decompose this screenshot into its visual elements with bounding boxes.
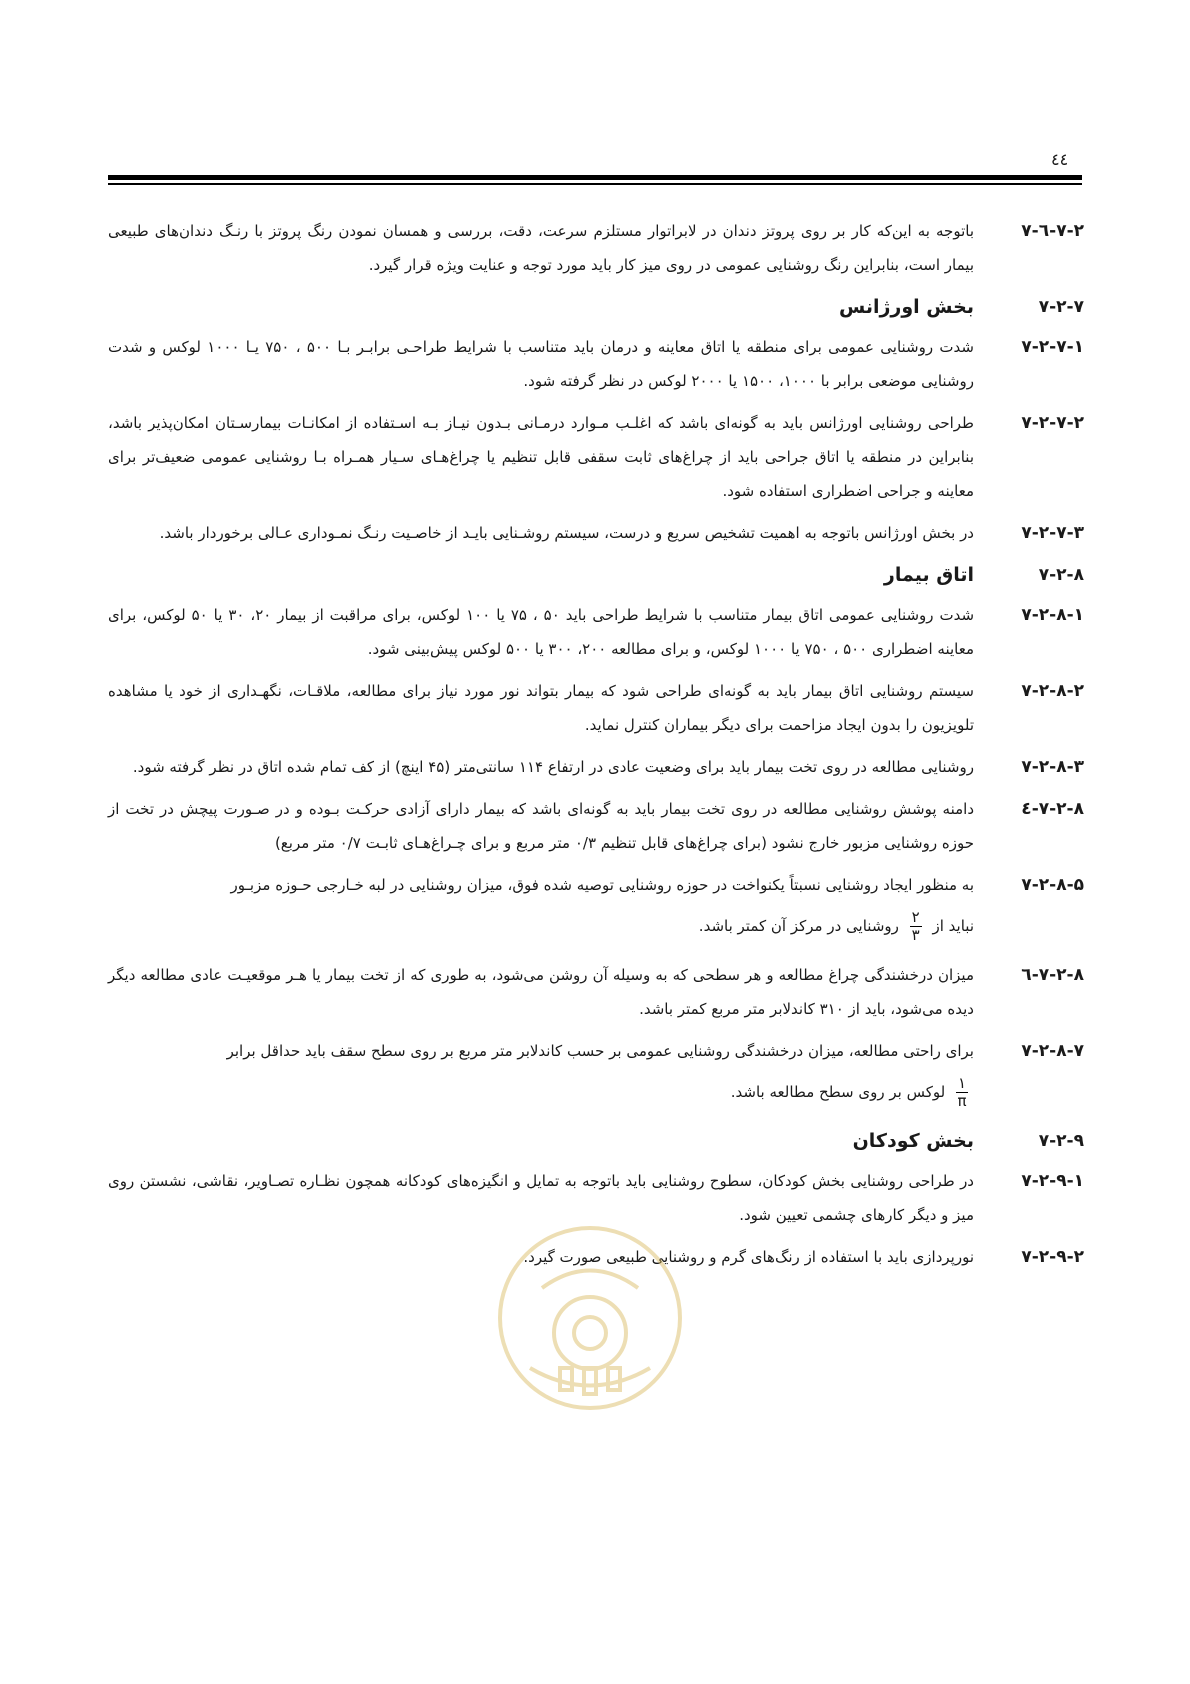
clause-number: ۷-۲-۸-۱	[1021, 605, 1084, 625]
clause-text: دامنه پوشش روشنایی مطالعه در روی تخت بیمار باید به گونه‌ای باشد که بیمار دارای آزادی حرکـت بـوده و در صـورت پیچش در تخت از حوزه روشنایی مزبور خارج نشود (برای چراغ‌های قابل تنظیم ۰/۳ متر مربع و برای چـراغ‌هـای ثابـت ۰/۷ متر مربع)	[108, 800, 974, 852]
formula-text-after: روشنایی در مرکز آن کمتر باشد.	[698, 917, 899, 935]
clause-number: ۷-۲-۸-٤	[1021, 799, 1084, 819]
clause-number: ۷-۲-۷-۳	[1021, 523, 1084, 543]
clause-7-2-8-3	[108, 750, 1084, 784]
section-title: بخش اورژانس	[838, 296, 974, 318]
formula-line	[108, 1068, 974, 1116]
formula-text-before: نباید از	[932, 917, 974, 935]
fraction-denominator: ۳	[911, 926, 920, 944]
clause-text: در بخش اورژانس باتوجه به اهمیت تشخیص سریع و درست، سیستم روشـنایی بایـد از خاصـیت رنـگ نمـوداری عـالی برخوردار باشد.	[159, 524, 974, 542]
clause-7-2-7-2	[108, 406, 1084, 508]
clause-number: ۷-۲-۸-۷	[1021, 1041, 1084, 1061]
clause-text: به منظور ایجاد روشنایی نسبتاً یکنواخت در حوزه روشنایی توصیه شده فوق، میزان روشنایی در لبه خـارجی حـوزه مزبـور	[230, 876, 974, 894]
clause-text: شدت روشنایی عمومی اتاق بیمار متناسب با شرایط طراحی باید ۵۰ ، ۷۵ یا ۱۰۰ لوکس، برای مراقبت از بیمار ۲۰، ۳۰ یا ۵۰ لوکس، برای معاینه اضطراری ۵۰۰ ، ۷۵۰ یا ۱۰۰۰ لوکس، و برای مطالعه ۲۰۰، ۳۰۰ یا ۵۰۰ لوکس پیش‌بینی شود.	[108, 606, 975, 658]
clause-7-2-8-1	[108, 598, 1084, 666]
clause-7-2-8-4	[108, 792, 1084, 860]
header-rule-thick	[108, 175, 1082, 180]
section-number: ۷-۲-۸	[1038, 565, 1084, 585]
clause-number: ۷-۲-۸-۲	[1021, 681, 1084, 701]
clause-7-2-8-2	[108, 674, 1084, 742]
clause-number: ۷-۲-۷-۲	[1021, 413, 1084, 433]
clause-text: برای راحتی مطالعه، میزان درخشندگی روشنایی عمومی بر حسب کاندلابر متر مربع بر روی سطح سقف باید حداقل برابر	[226, 1042, 974, 1060]
clause-number: ۷-۲-۹-۱	[1021, 1171, 1084, 1191]
clause-7-2-7-3	[108, 516, 1084, 550]
clause-text: میزان درخشندگی چراغ مطالعه و هر سطحی که به وسیله آن روشن می‌شود، به طوری که از تخت بیمار یا هـر موقعیـت عادی مطالعه دیگر دیده می‌شود، باید از ۳۱۰ کاندلابر متر مربع کمتر باشد.	[108, 966, 974, 1018]
clause-7-2-8-6	[108, 958, 1084, 1026]
section-heading-patient-room	[108, 558, 1084, 592]
clause-7-2-6-7	[108, 214, 1084, 282]
fraction-numerator: ۱	[957, 1074, 966, 1092]
header-rule-thin	[108, 183, 1082, 185]
clause-text: طراحی روشنایی اورژانس باید به گونه‌ای باشد که اغلـب مـوارد درمـانی بـدون نیـاز بـه اسـتفاده از امکانـات بیمارسـتان امکان‌پذیر باشد، بنابراین در منطقه یا اتاق جراحی باید از چراغ‌های ثابت سقفی قابل تنظیم یا چراغ‌هـای سـیار همـراه بـا روشنایی عمومی ضعیف‌تر برای معاینه و جراحی اضطراری استفاده شود.	[108, 414, 974, 500]
page-number: ٤٤	[1051, 150, 1069, 169]
formula-text-after: لوکس بر روی سطح مطالعه باشد.	[730, 1083, 946, 1101]
clause-body	[108, 1034, 974, 1116]
clause-text: در طراحی روشنایی بخش کودکان، سطوح روشنایی باید باتوجه به تمایل و انگیزه‌های کودکانه همچون نظـاره تصـاویر، نقاشی، نشستن روی میز و دیگر کارهای چشمی تعیین شود.	[108, 1172, 974, 1224]
clause-text: شدت روشنایی عمومی برای منطقه یا اتاق معاینه و درمان باید متناسب با شرایط طراحـی برابـر بـا ۵۰۰ ، ۷۵۰ یـا ۱۰۰۰ لوکس و شدت روشنایی موضعی برابر با ۱۰۰۰، ۱۵۰۰ یا ۲۰۰۰ لوکس در نظر گرفته شود.	[108, 338, 974, 390]
clause-7-2-9-1	[108, 1164, 1084, 1232]
clause-number: ۷-۲-۷-۱	[1021, 337, 1084, 357]
section-number: ۷-۲-۷	[1038, 297, 1084, 317]
clause-number: ۷-۲-٦-۷	[1021, 221, 1084, 241]
formula-line	[108, 902, 974, 950]
clause-number: ۷-۲-۹-۲	[1021, 1247, 1084, 1267]
fraction-numerator: ۲	[911, 908, 920, 926]
clause-number: ۷-۲-۸-۵	[1021, 875, 1084, 895]
fraction-two-thirds	[910, 909, 922, 944]
section-heading-emergency	[108, 290, 1084, 324]
clause-text: باتوجه به این‌که کار بر روی پروتز دندان در لابراتوار مستلزم سرعت، دقت، بررسی و همسان نمودن رنگ پروتز با رنـگ دندان‌های طبیعی بیمار است، بنابراین رنگ روشنایی عمومی در روی میز کار باید مورد توجه و عنایت ویژه قرار گیرد.	[108, 222, 974, 274]
section-title: بخش کودکان	[852, 1130, 974, 1152]
section-number: ۷-۲-۹	[1038, 1131, 1084, 1151]
clause-7-2-9-2	[108, 1240, 1084, 1274]
fraction-denominator: π	[957, 1092, 967, 1110]
fraction-one-over-pi	[956, 1075, 968, 1110]
clause-text: سیستم روشنایی اتاق بیمار باید به گونه‌ای طراحی شود که بیمار بتواند نور مورد نیاز برای مطالعه، ملاقـات، نگهـداری از خود یا مشاهده تلویزیون را بدون ایجاد مزاحمت برای دیگر بیماران کنترل نماید.	[108, 682, 974, 734]
section-heading-pediatrics	[108, 1124, 1084, 1158]
clause-number: ۷-۲-۸-۳	[1021, 757, 1084, 777]
clause-7-2-8-7	[108, 1034, 1084, 1116]
clause-text: روشنایی مطالعه در روی تخت بیمار باید برای وضعیت عادی در ارتفاع ۱۱۴ سانتی‌متر (۴۵ اینچ) از کف تمام شده اتاق در نظر گرفته شود.	[132, 758, 974, 776]
document-body	[108, 214, 1084, 1282]
clause-7-2-8-5	[108, 868, 1084, 950]
clause-text: نورپردازی باید با استفاده از رنگ‌های گرم و روشنایی طبیعی صورت گیرد.	[523, 1248, 974, 1266]
section-title: اتاق بیمار	[883, 564, 974, 586]
clause-number: ۷-۲-۸-٦	[1021, 965, 1084, 985]
clause-7-2-7-1	[108, 330, 1084, 398]
clause-body	[108, 868, 974, 950]
